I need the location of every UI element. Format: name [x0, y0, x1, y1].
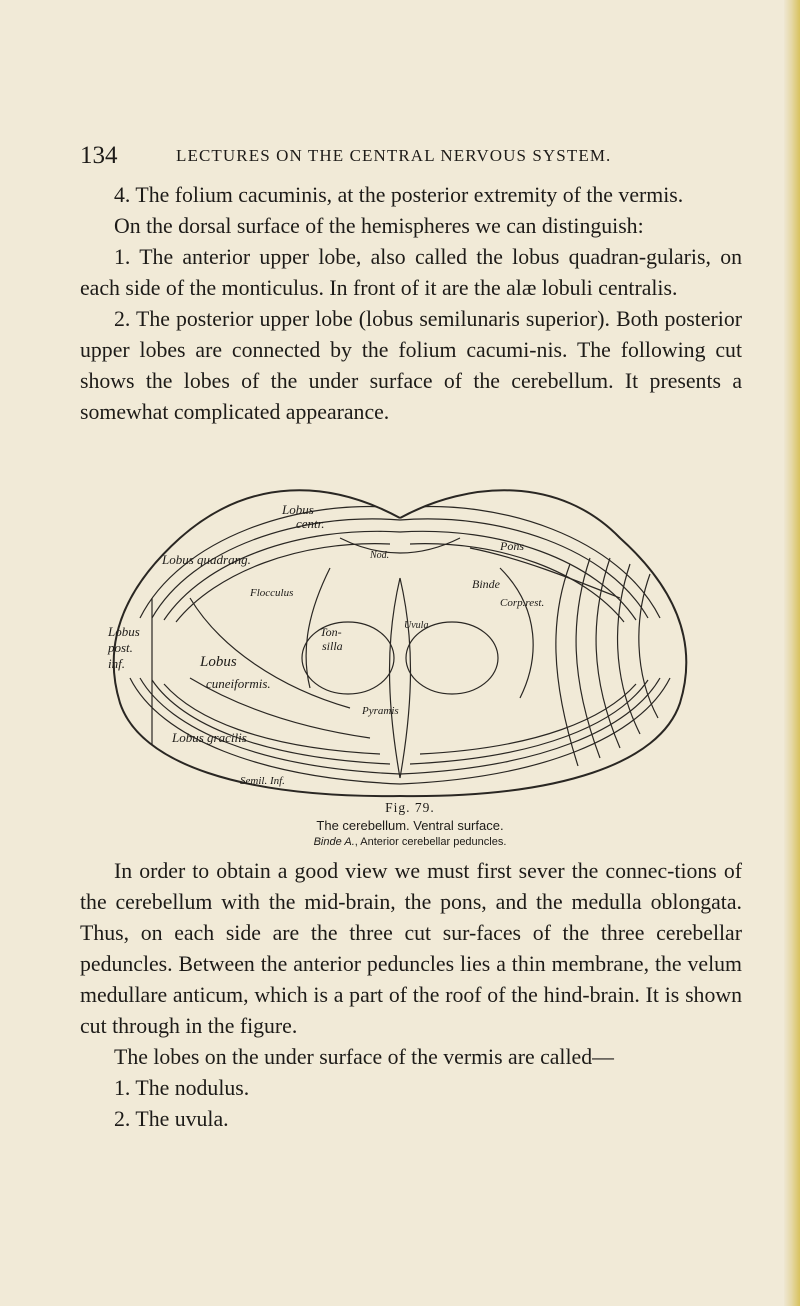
- label-lobus-post: Lobus: [108, 624, 140, 639]
- label-binde: Binde: [472, 577, 500, 591]
- paragraph: 4. The folium cacuminis, at the posterior extremity of the vermis.: [114, 183, 684, 207]
- page-number: 134: [80, 142, 118, 169]
- label-nodulus: Nod.: [370, 550, 390, 561]
- label-lobus-cuneiformis-2: cuneiformis.: [206, 676, 271, 691]
- label-pyramis: Pyramis: [362, 705, 399, 717]
- cerebellum-illustration: [100, 478, 700, 798]
- paragraph: 1. The nodulus.: [114, 1076, 250, 1100]
- text-block-top: [80, 180, 742, 428]
- label-lobus-centralis-2: centr.: [296, 516, 325, 531]
- label-pons: Pons: [500, 539, 524, 553]
- page-header: [80, 142, 740, 172]
- label-semilunaris: Semil. Inf.: [240, 775, 285, 787]
- legend-text: , Anterior cerebellar peduncles.: [354, 836, 507, 848]
- paragraph: On the dorsal surface of the hemispheres we can distinguish:: [114, 214, 644, 238]
- figure-title: The cerebellum. Ventral surface.: [316, 818, 504, 833]
- label-flocculus: Flocculus: [250, 587, 294, 599]
- figure-number: Fig. 79.: [385, 800, 435, 815]
- paragraph: In order to obtain a good view we must first sever the connec-tions of the cerebellum with the mid-brain, the pons, and the medulla oblongata. Thus, on each side are the three cut sur-faces of the three cerebellar peduncles. Between the anterior peduncles lies a thin membrane, the velum medullare anticum, which is a part of the roof of the hind-brain. It is shown cut through in the figure.: [80, 859, 742, 1038]
- label-lobus-centralis: Lobus: [282, 502, 314, 517]
- paragraph: 2. The uvula.: [114, 1107, 229, 1131]
- label-tonsilla-2: silla: [322, 639, 343, 653]
- label-uvula: Uvula: [404, 620, 429, 631]
- legend-abbreviation: Binde A.: [313, 836, 355, 848]
- page-edge: [784, 0, 800, 1306]
- label-lobus-post-3: inf.: [108, 656, 125, 671]
- running-title: LECTURES ON THE CENTRAL NERVOUS SYSTEM.: [176, 146, 612, 165]
- paragraph: The lobes on the under surface of the vermis are called—: [114, 1045, 614, 1069]
- label-tonsilla: Ton-: [320, 625, 342, 639]
- label-lobus-post-2: post.: [108, 640, 133, 655]
- label-lobus-cuneiformis: Lobus: [200, 654, 237, 670]
- label-lobus-quadrangularis: Lobus quadrang.: [162, 552, 251, 567]
- paragraph: 2. The posterior upper lobe (lobus semilunaris superior). Both posterior upper lobes are connected by the folium cacumi-nis. The following cut shows the lobes of the under surface of the cerebellum. It presents a somewhat complicated appearance.: [80, 307, 742, 424]
- figure-legend: [80, 836, 740, 848]
- text-block-bottom: [80, 856, 742, 1135]
- label-lobus-gracilis: Lobus gracilis: [172, 730, 247, 745]
- label-corp-rest: Corp.rest.: [500, 597, 545, 609]
- cerebellum-figure: [100, 478, 700, 798]
- paragraph: 1. The anterior upper lobe, also called the lobus quadran-gularis, on each side of the monticulus. In front of it are the alæ lobuli centralis.: [80, 245, 742, 300]
